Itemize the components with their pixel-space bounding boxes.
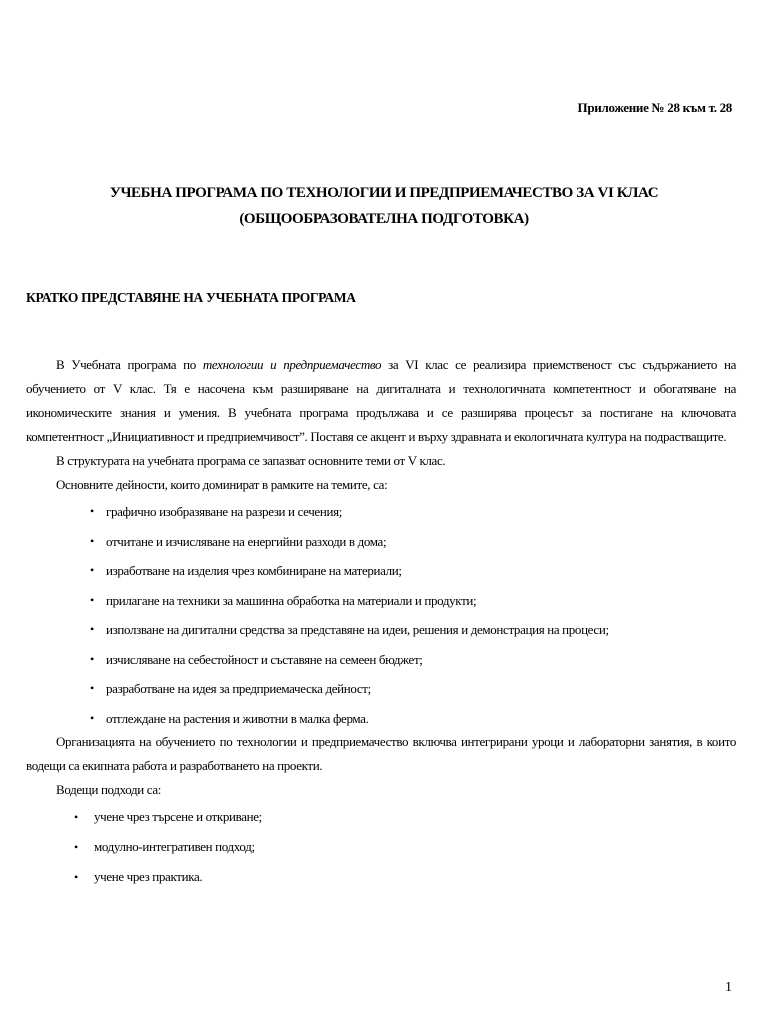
bullet-icon: •: [90, 563, 94, 577]
list-item: • разработване на идея за предприемаческа дейност;: [90, 674, 736, 704]
organization-section: [26, 730, 736, 892]
bullet-icon: •: [90, 651, 94, 666]
intro-paragraph-3: Основните дейности, които доминират в рамките на темите, са:: [56, 477, 388, 492]
section-heading: КРАТКО ПРЕДСТАВЯНЕ НА УЧЕБНАТА ПРОГРАМА: [26, 290, 356, 305]
annex-reference: Приложение № 28 към т. 28: [577, 100, 732, 115]
organization-paragraph-1: Организацията на обучението по технологии и предприемачество включва интегрирани уроци и лабораторни занятия, в които водещи са екипната работа и разработването на проекти.: [26, 734, 736, 773]
list-item: • учене чрез практика.: [74, 862, 736, 892]
list-item: • изчисляване на себестойност и съставяне на семеен бюджет;: [90, 645, 736, 675]
bullet-icon: •: [90, 504, 94, 518]
list-item: • отглеждане на растения и животни в малка ферма.: [90, 704, 736, 734]
bullet-icon: •: [74, 810, 78, 824]
intro-paragraph-1: [26, 353, 736, 449]
list-item: • модулно-интегративен подход;: [74, 832, 736, 862]
list-item: • прилагане на техники за машинна обработка на материали и продукти;: [90, 586, 736, 616]
list-item: • учене чрез търсене и откриване;: [74, 802, 736, 832]
intro-p1-pre: В Учебната програма по: [56, 357, 203, 372]
organization-paragraph-2: Водещи подходи са:: [56, 782, 162, 797]
list-item: • отчитане и изчисляване на енергийни разходи в дома;: [90, 527, 736, 557]
title-line-1: УЧЕБНА ПРОГРАМА ПО ТЕХНОЛОГИИ И ПРЕДПРИЕМАЧЕСТВО ЗА VI КЛАС: [109, 185, 659, 201]
bullet-icon: •: [90, 533, 94, 548]
bullet-icon: •: [90, 592, 94, 607]
intro-p1-italic: технологии и предприемачество: [202, 357, 382, 372]
document-title: [0, 180, 768, 232]
bullet-icon: •: [74, 840, 78, 854]
intro-p1-post: за VI клас се реализира приемственост със съдържанието на обучението от V клас. Тя е насочена към разширяване на дигиталната и технологичната компетентност и обогатяване на икономическите знания и умения. В учебната програма продължава и се разширява процесът за постигане на ключовата компетентност „Инициативност и предприемчивост”. Поставя се акцент и върху здравната и екологичната култура на подрастващите.: [26, 357, 736, 444]
bullet-icon: •: [90, 710, 94, 725]
list-item: • използване на дигитални средства за представяне на идеи, решения и демонстрация на процеси;: [90, 615, 736, 645]
list-item: • изработване на изделия чрез комбиниране на материали;: [90, 556, 736, 586]
bullet-icon: •: [90, 622, 94, 636]
bullet-icon: •: [74, 870, 78, 884]
approaches-list: [26, 802, 736, 892]
bullet-icon: •: [90, 681, 94, 695]
title-line-2: (ОБЩООБРАЗОВАТЕЛНА ПОДГОТОВКА): [239, 211, 529, 227]
activities-list: [26, 497, 736, 733]
intro-section: [26, 353, 736, 733]
intro-paragraph-2: В структурата на учебната програма се запазват основните теми от V клас.: [56, 453, 446, 468]
page-number: 1: [725, 980, 732, 995]
list-item: • графично изобразяване на разрези и сечения;: [90, 497, 736, 527]
